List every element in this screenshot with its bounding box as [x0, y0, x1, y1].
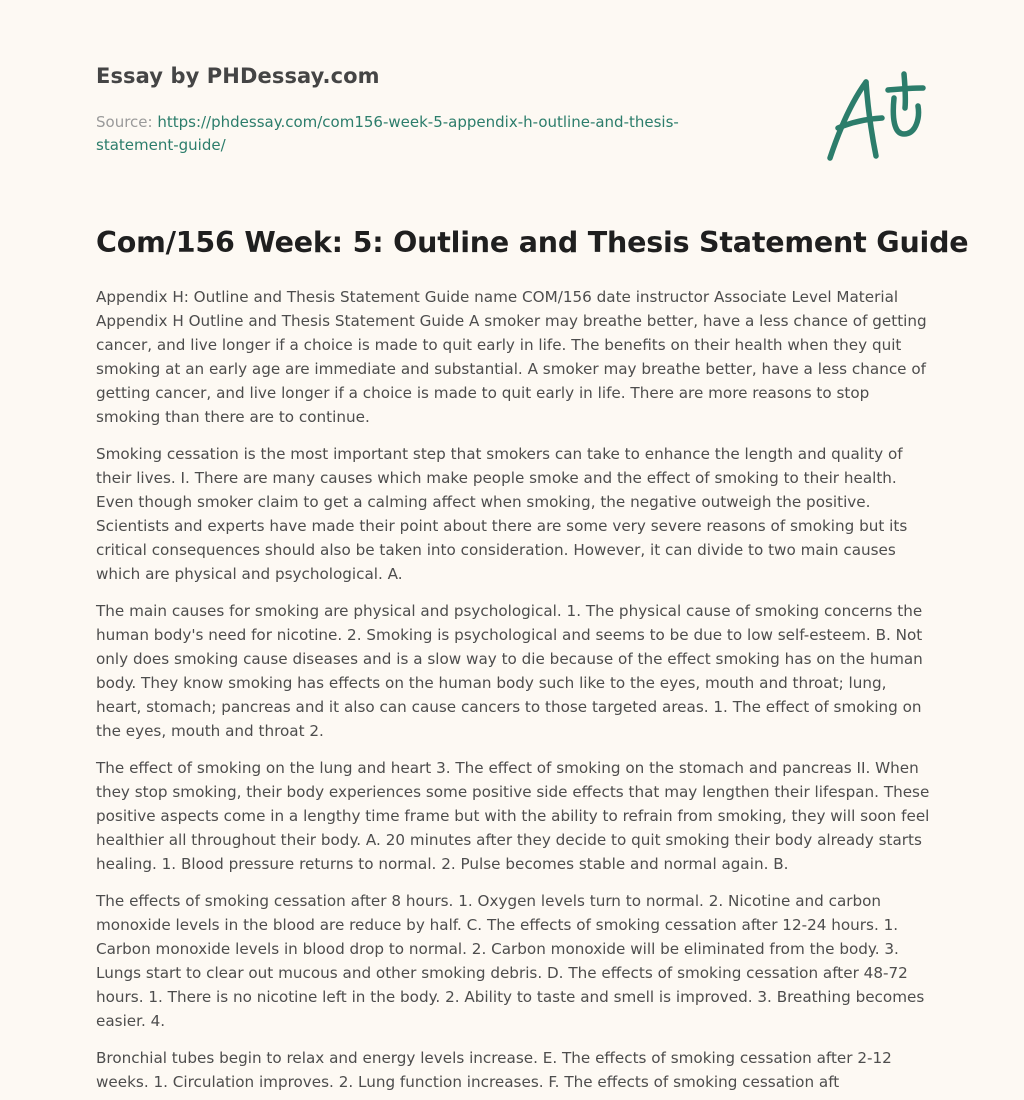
essay-paragraph: Appendix H: Outline and Thesis Statement Guide name COM/156 date instructor Associate Level Material Appendix H Outline and Thesis Statement Guide A smoker may breathe better, have a less chance of getting cancer, and live longer if a choice is made to quit early in life. The benefits on their health when they quit smoking at an early age are immediate and substantial. A smoker may breathe better, have a less chance of getting cancer, and live longer if a choice is made to quit early in life. There are more reasons to stop smoking than there are to continue. — [96, 288, 927, 426]
essay-paragraph: The effects of smoking cessation after 8 hours. 1. Oxygen levels turn to normal. 2. Nicotine and carbon monoxide levels in the blood are reduce by half. C. The effects of smoking cessation after 12-24 hours. 1. Carbon monoxide levels in blood drop to normal. 2. Carbon monoxide will be eliminated from the body. 3. Lungs start to clear out mucous and other smoking debris. D. The effects of smoking cessation after 48-72 hours. 1. There is no nicotine left in the body. 2. Ability to taste and smell is improved. 3. Breathing becomes easier. 4. — [96, 892, 925, 1030]
source-url-line-2: statement-guide/ — [96, 136, 226, 154]
a-plus-grade-icon — [822, 70, 926, 162]
essay-paragraph: Bronchial tubes begin to relax and energy levels increase. E. The effects of smoking cessation after 2-12 weeks. 1. Circulation improves. 2. Lung function increases. F. The effects of smoking cessation aft — [96, 1049, 892, 1091]
source-link[interactable] — [96, 113, 679, 154]
essay-body — [96, 285, 930, 1100]
source-label: Source: — [96, 113, 158, 131]
essay-paragraph: The main causes for smoking are physical and psychological. 1. The physical cause of smoking concerns the human body's need for nicotine. 2. Smoking is psychological and seems to be due to low self-esteem. B. Not only does smoking cause diseases and is a slow way to die because of the effect smoking has on the human body. They know smoking has effects on the human body such like to the eyes, mouth and throat; lung, heart, stomach; pancreas and it also can cause cancers to those targeted areas. 1. The effect of smoking on the eyes, mouth and throat 2. — [96, 602, 923, 740]
essay-paragraph: Smoking cessation is the most important step that smokers can take to enhance the length and quality of their lives. I. There are many causes which make people smoke and the effect of smoking to their health. Even though smoker claim to get a calming affect when smoking, the negative outweigh the positive. Scientists and experts have made their point about there are some very severe reasons of smoking but its critical consequences should also be taken into consideration. However, it can divide to two main causes which are physical and psychological. A. — [96, 445, 908, 583]
source-line — [96, 111, 736, 157]
source-url-line-1: https://phdessay.com/com156-week-5-appendix-h-outline-and-thesis- — [157, 113, 679, 131]
site-brand: Essay by PHDessay.com — [96, 64, 380, 88]
essay-title: Com/156 Week: 5: Outline and Thesis Statement Guide — [96, 226, 969, 259]
essay-paragraph: The effect of smoking on the lung and heart 3. The effect of smoking on the stomach and pancreas II. When they stop smoking, their body experiences some positive side effects that may lengthen their lifespan. These positive aspects come in a lengthy time frame but with the ability to refrain from smoking, they will soon feel healthier all throughout their body. A. 20 minutes after they decide to quit smoking their body already starts healing. 1. Blood pressure returns to normal. 2. Pulse becomes stable and normal again. B. — [96, 759, 930, 873]
header — [0, 0, 1024, 200]
